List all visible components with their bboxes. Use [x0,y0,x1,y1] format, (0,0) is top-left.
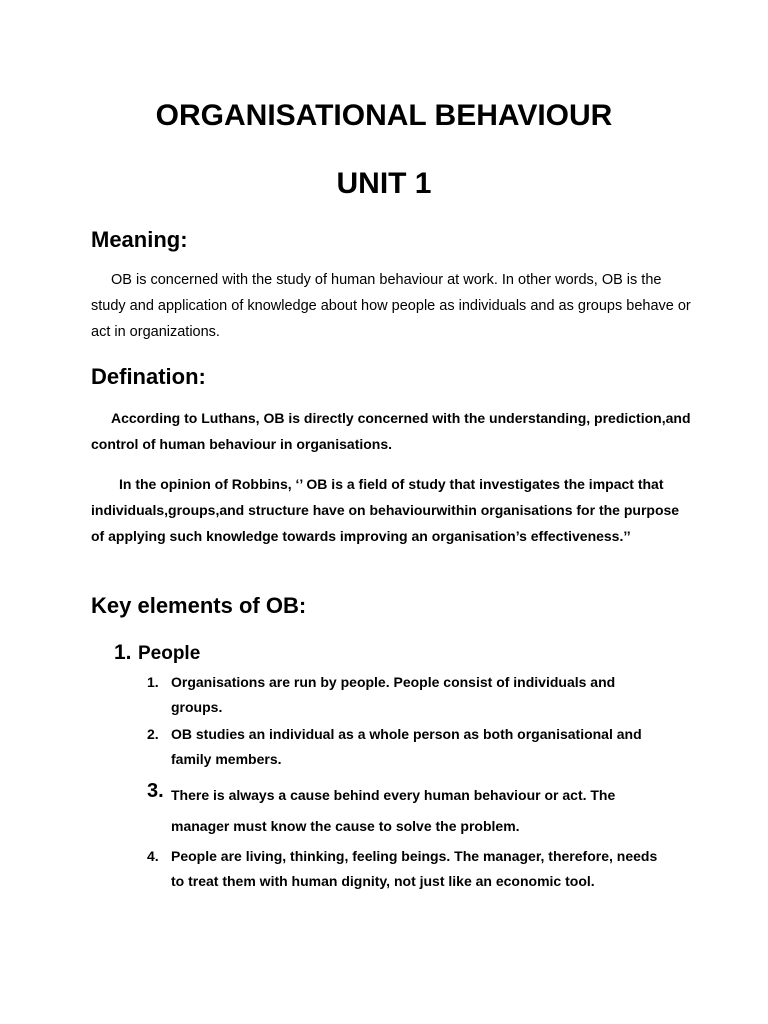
list-item [147,780,667,842]
list-item [147,722,667,772]
people-points-list [147,670,667,896]
list-item-number: 2. [147,726,159,742]
list-item [147,844,667,894]
document-title: ORGANISATIONAL BEHAVIOUR [155,99,613,132]
list-item-text: OB studies an individual as a whole person as both organisational and family members. [171,726,642,767]
list-item-number: 4. [147,848,159,864]
people-subheading-title: People [137,643,201,664]
unit-heading: UNIT 1 [336,167,432,200]
meaning-heading: Meaning: [91,227,188,252]
meaning-text: OB is concerned with the study of human behaviour at work. In other words, OB is the study and application of knowledge about how people as individuals and as groups behave or act in organizations. [91,272,691,340]
list-item [147,670,667,720]
definition-text-robbins: In the opinion of Robbins, ‘’ OB is a field of study that investigates the impact that individuals,groups,and structure have on behaviourwithin organisations for the purpose of applying such knowledge towards improving an organisation’s effectiveness.’’ [91,476,680,544]
list-item-number: 3. [147,780,164,802]
definition-paragraph-luthans [91,405,691,457]
key-elements-heading: Key elements of OB: [91,593,307,618]
list-item-text: Organisations are run by people. People consist of individuals and groups. [171,674,616,715]
people-subheading [114,639,200,669]
definition-paragraph-robbins [91,471,691,549]
list-item-text: People are living, thinking, feeling beings. The manager, therefore, needs to treat them with human dignity, not just like an economic tool. [171,848,658,889]
definition-heading: Defination: [91,364,206,389]
list-item-text: There is always a cause behind every human behaviour or act. The manager must know the cause to solve the problem. [171,787,616,834]
meaning-paragraph [91,267,691,345]
definition-text-luthans: According to Luthans, OB is directly concerned with the understanding, prediction,and control of human behaviour in organisations. [91,410,691,452]
people-subheading-number: 1. [114,641,132,664]
list-item-number: 1. [147,674,159,690]
